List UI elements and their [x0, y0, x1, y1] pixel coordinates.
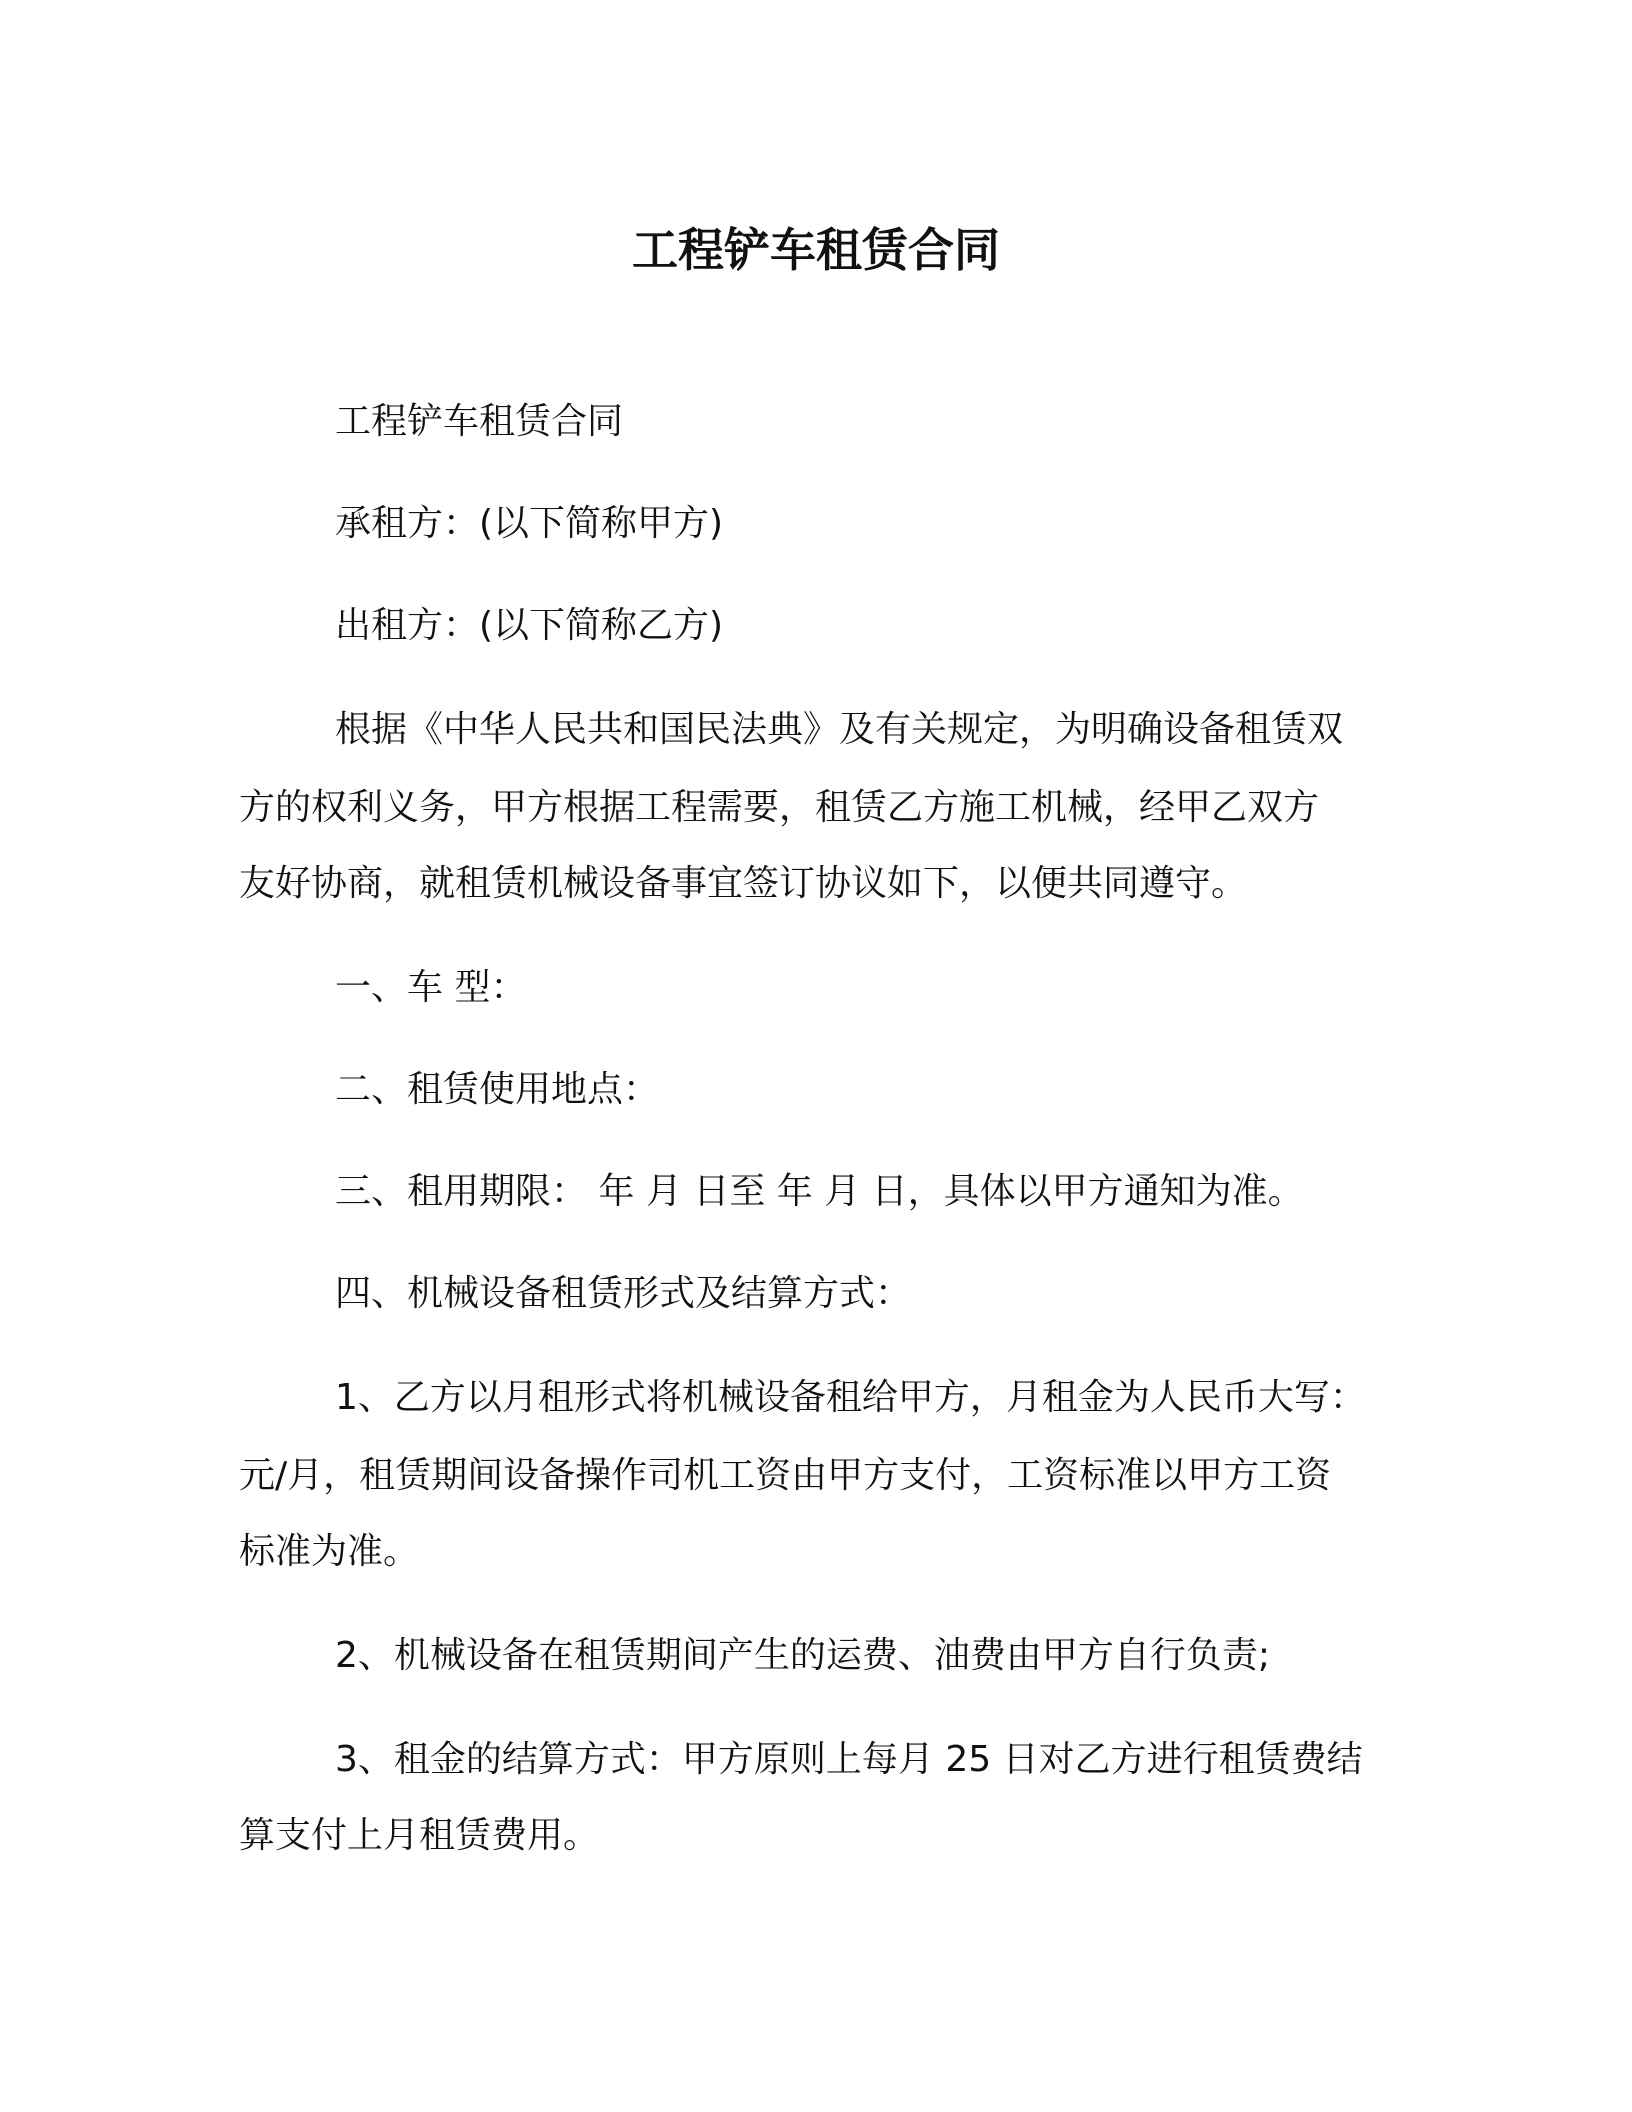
- preamble-line: 根据《中华人民共和国民法典》及有关规定，为明确设备租赁双: [335, 709, 1344, 750]
- section-usage-location: 二、租赁使用地点：: [335, 1069, 660, 1110]
- section-lease-form: 四、机械设备租赁形式及结算方式：: [335, 1273, 912, 1314]
- clause-line: 1、乙方以月租形式将机械设备租给甲方，月租金为人民币大写：: [335, 1377, 1366, 1418]
- clause-line: 标准为准。: [239, 1531, 420, 1572]
- contract-heading: 工程铲车租赁合同: [335, 401, 624, 442]
- lessee-line: 承租方：(以下简称甲方): [335, 503, 724, 544]
- document-title: 工程铲车租赁合同: [632, 223, 1000, 277]
- section-vehicle-type: 一、车 型：: [335, 967, 527, 1008]
- clause-line: 3、租金的结算方式：甲方原则上每月 25 日对乙方进行租赁费结: [335, 1739, 1363, 1780]
- clause-line: 算支付上月租赁费用。: [239, 1815, 600, 1856]
- section-lease-term: 三、租用期限： 年 月 日至 年 月 日，具体以甲方通知为准。: [335, 1171, 1304, 1212]
- preamble-line: 友好协商，就租赁机械设备事宜签订协议如下，以便共同遵守。: [239, 863, 1248, 904]
- lessor-line: 出租方：(以下简称乙方): [335, 605, 724, 646]
- clause-line: 2、机械设备在租赁期间产生的运费、油费由甲方自行负责;: [335, 1635, 1271, 1676]
- preamble-line: 方的权利义务，甲方根据工程需要，租赁乙方施工机械，经甲乙双方: [239, 787, 1320, 828]
- clause-line: 元/月，租赁期间设备操作司机工资由甲方支付，工资标准以甲方工资: [239, 1455, 1332, 1496]
